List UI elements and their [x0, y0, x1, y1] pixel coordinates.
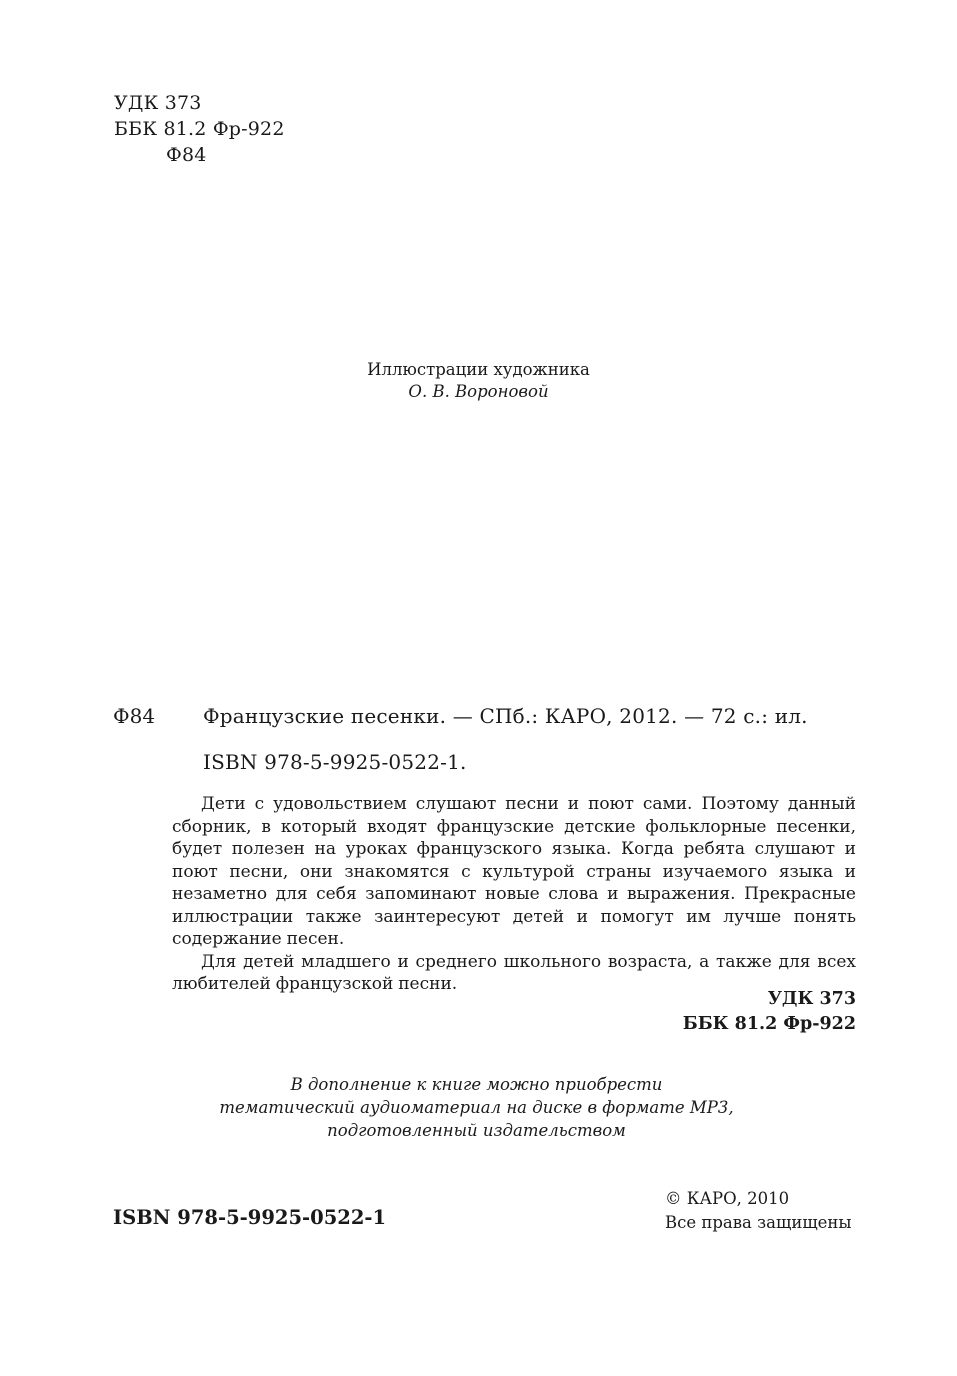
rights-reserved: Все права защищены: [665, 1213, 852, 1232]
bbk-top: ББК 81.2 Фр-922: [114, 118, 285, 140]
illustrator-name: О. В. Вороновой: [408, 382, 549, 401]
udk-bottom: УДК 373: [767, 989, 856, 1009]
audio-note-line-2: тематический аудиоматериал на диске в формате MP3,: [219, 1098, 734, 1117]
annotation-paragraph-2: Для детей младшего и среднего школьного возраста, а также для всех любителей французской песни.: [172, 951, 856, 994]
audio-note-line-1: В дополнение к книге можно приобрести: [290, 1075, 663, 1094]
author-mark-top: Ф84: [166, 144, 207, 166]
annotation-paragraph-1: Дети с удовольствием слушают песни и поют сами. Поэтому данный сборник, в который входят французские детские фольклорные песенки, будет полезен на уроках французского языка. Когда ребята слушают и поют песни, они знакомятся с культурой страны изучаемого языка и незаметно для себя запоминают новые слова и выражения. Прекрасные иллюстрации также заинтересуют детей и помогут им лучше понять содержание песен.: [172, 794, 856, 949]
isbn-bottom: ISBN 978-5-9925-0522-1: [113, 1206, 387, 1229]
copyright-line: © КАРО, 2010: [665, 1189, 790, 1208]
annotation: [172, 793, 856, 996]
illustrator-label: Иллюстрации художника: [367, 360, 590, 379]
audio-note-line-3: подготовленный издательством: [327, 1121, 626, 1140]
bbk-bottom: ББК 81.2 Фр-922: [682, 1014, 856, 1034]
bib-isbn: ISBN 978-5-9925-0522-1.: [203, 750, 467, 774]
bib-entry: Французские песенки. — СПб.: КАРО, 2012. — 72 с.: ил.: [203, 704, 808, 728]
bib-code: Ф84: [113, 704, 156, 728]
udk-top: УДК 373: [114, 92, 202, 114]
